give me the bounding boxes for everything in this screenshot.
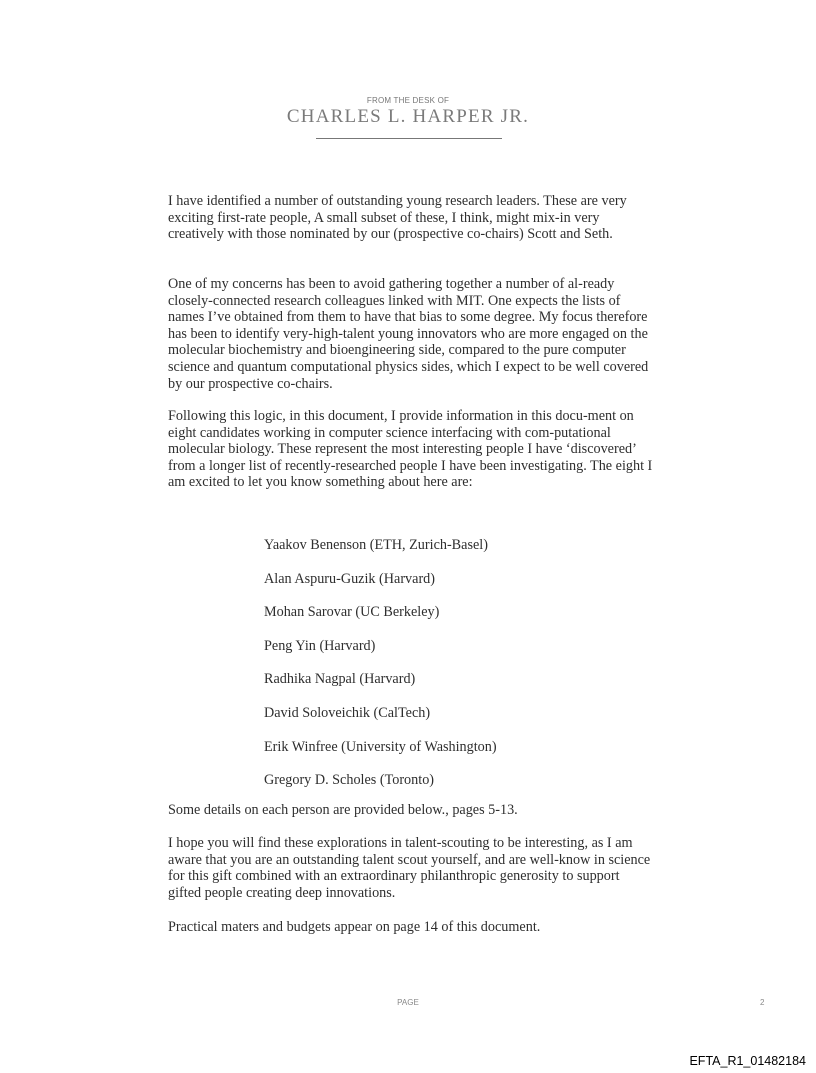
candidate-list: [264, 537, 497, 806]
paragraph-logic: Following this logic, in this document, I provide information in this docu-ment on eight candidates working in computer science interfacing with com-putational molecular biology. These represent the most interesting people I have ‘discovered’ from a longer list of recently-researched people I have been investigating. The eight I am excited to let you know something about here are:: [168, 408, 653, 491]
document-id: EFTA_R1_01482184: [689, 1054, 806, 1068]
paragraph-concerns: One of my concerns has been to avoid gathering together a number of al-ready closely-connected research colleagues linked with MIT. One expects the lists of names I’ve obtained from them to have that bias to some degree. My focus therefore has been to identify very-high-talent young innovators who are more engaged on the molecular biochemistry and bioengineering side, compared to the pure computer science and quantum computational physics sides, which I expect to be well covered by our prospective co-chairs.: [168, 276, 649, 392]
paragraph-talent-scouting: I hope you will find these explorations in talent-scouting to be interesting, as I am aware that you are an outstanding talent scout yourself, and are well-know in science for this gift combined with an extraordinary philanthropic generosity to support gifted people creating deep innovations.: [168, 835, 651, 901]
candidate-item: Radhika Nagpal (Harvard): [264, 671, 416, 688]
paragraph-details: Some details on each person are provided below., pages 5-13.: [168, 802, 518, 818]
paragraph-practical: Practical maters and budgets appear on page 14 of this document.: [168, 919, 541, 935]
candidate-item: Peng Yin (Harvard): [264, 637, 376, 654]
candidate-item: David Soloveichik (CalTech): [264, 704, 431, 721]
candidate-item: Alan Aspuru-Guzik (Harvard): [264, 570, 435, 587]
letterhead-from-line: FROM THE DESK OF: [366, 96, 450, 105]
candidate-item: Erik Winfree (University of Washington): [264, 738, 497, 755]
candidate-item: Mohan Sarovar (UC Berkeley): [264, 604, 440, 621]
candidate-item: Yaakov Benenson (ETH, Zurich-Basel): [264, 537, 488, 553]
footer-page-number: 2: [760, 998, 765, 1007]
footer-page-label: PAGE: [397, 998, 419, 1007]
letterhead-name: CHARLES L. HARPER JR.: [286, 106, 530, 127]
candidate-item: Gregory D. Scholes (Toronto): [264, 772, 435, 789]
letterhead-divider: [316, 138, 502, 139]
paragraph-intro: I have identified a number of outstanding young research leaders. These are very exciting first-rate people, A small subset of these, I think, might mix-in very creatively with those nominated by our (prospective co-chairs) Scott and Seth.: [168, 193, 627, 243]
